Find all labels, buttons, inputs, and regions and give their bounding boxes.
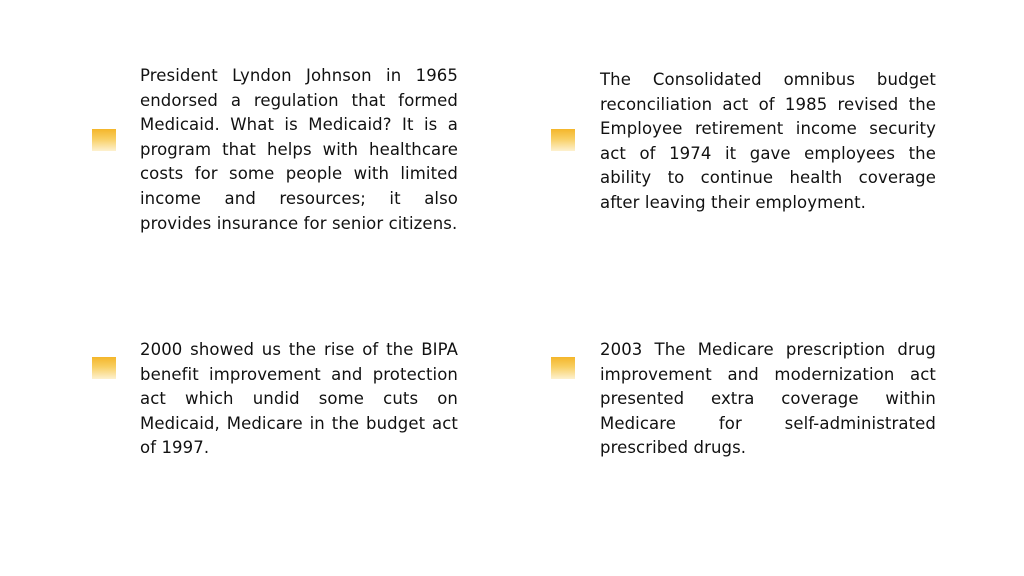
bullet-text: 2000 showed us the rise of the BIPA benefit improvement and protection act which undid some cuts on Medicaid, Medicare in the budget act of 1997. — [140, 340, 458, 458]
bullet-marker-icon — [551, 129, 575, 151]
bullet-marker-icon — [92, 357, 116, 379]
bullet-marker-icon — [551, 357, 575, 379]
bullet-marker-icon — [92, 129, 116, 151]
bullet-text: President Lyndon Johnson in 1965 endorsed a regulation that formed Medicaid. What is Medicaid? It is a program that helps with healthcare costs for some people with limited income and resources; it also provides insurance for senior citizens. — [140, 66, 458, 233]
bullet-text: The Consolidated omnibus budget reconciliation act of 1985 revised the Employee retirement income security act of 1974 it gave employees the ability to continue health coverage after leaving their employment. — [600, 70, 936, 212]
bullet-text: 2003 The Medicare prescription drug improvement and modernization act presented extra coverage within Medicare for self-administrated prescribed drugs. — [600, 340, 936, 458]
